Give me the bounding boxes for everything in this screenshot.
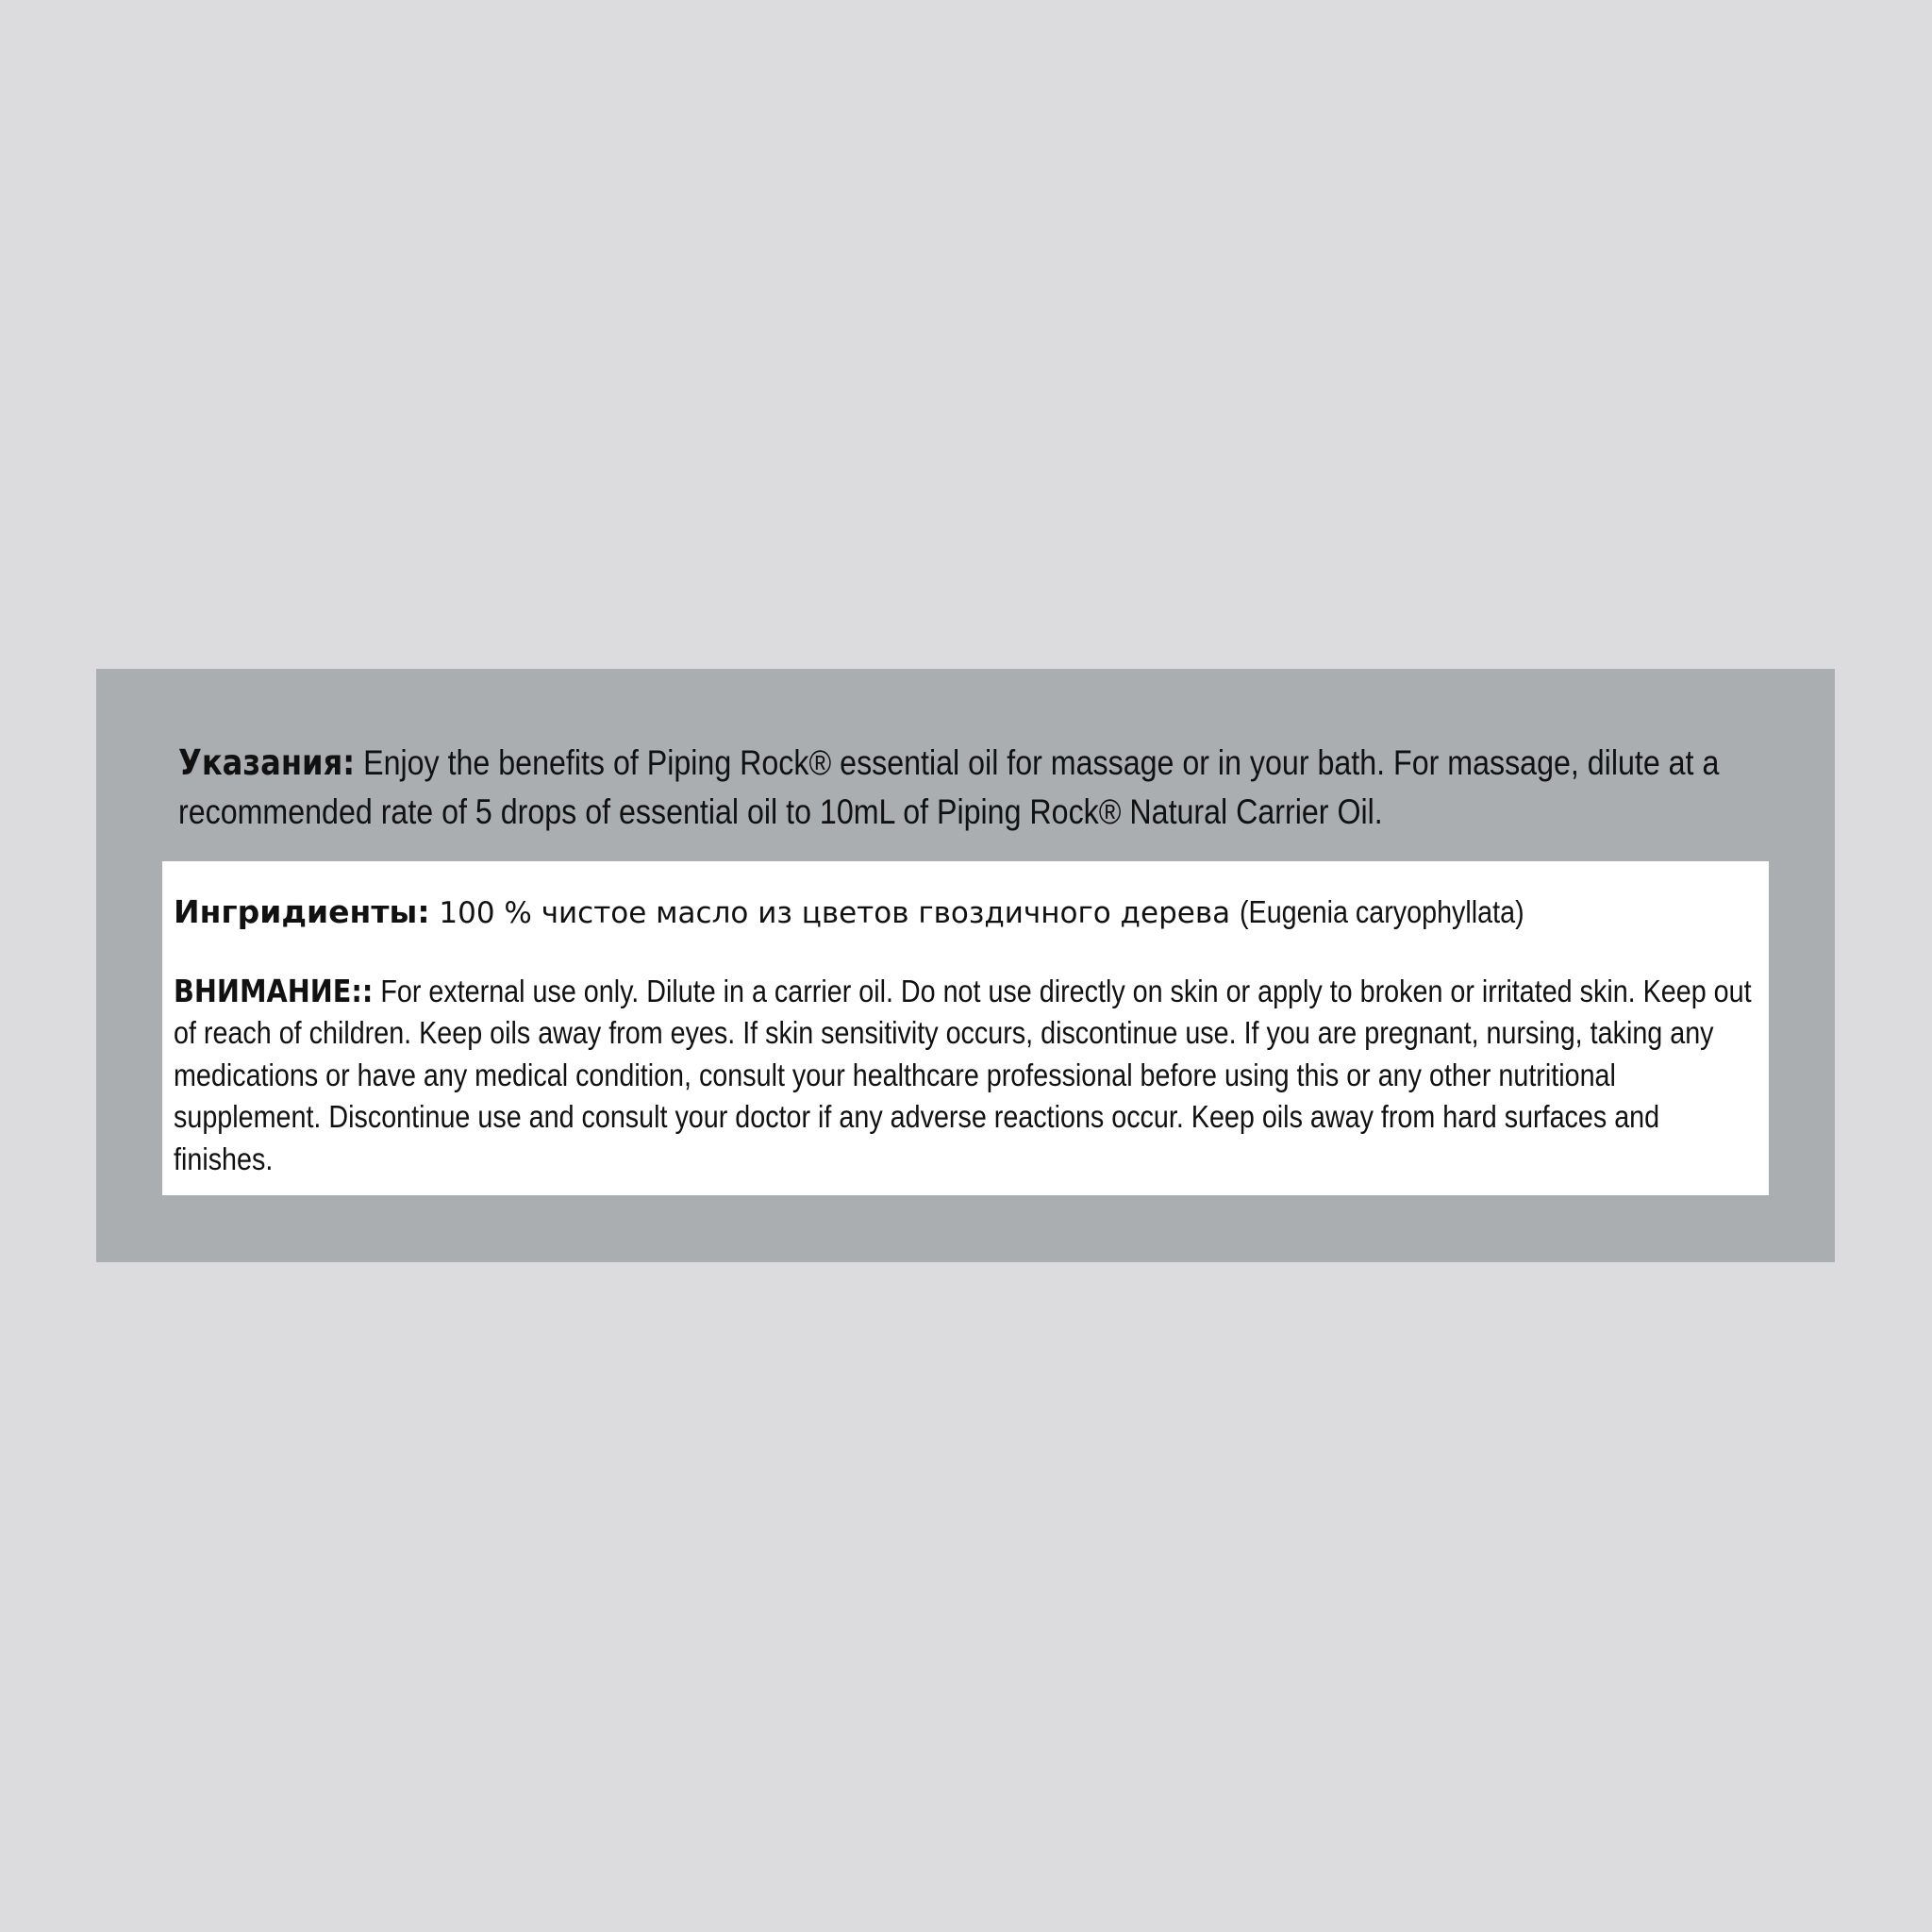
directions-heading: Указания: [178,742,356,783]
ingredients-latin-name: (Eugenia caryophyllata) [1239,894,1524,929]
ingredients-warning-box [162,861,1769,1195]
warning-heading: ВНИМАНИЕ:: [174,973,374,1009]
ingredients-heading: Ингридиенты: [174,893,430,930]
warning-paragraph [174,971,1757,1180]
directions-text: Enjoy the benefits of Piping Rock® essential oil for massage or in your bath. For massage, dilute at a recommended rate of 5 drops of essential oil to 10mL of Piping Rock® Natural Carrier Oil. [178,743,1720,831]
ingredients-text: 100 % чистое масло из цветов гвоздичного дерева [429,896,1240,930]
directions-paragraph [178,739,1762,837]
warning-text: For external use only. Dilute in a carrier oil. Do not use directly on skin or apply to broken or irritated skin. Keep out of reach of children. Keep oils away from eyes. If skin sensitivity occurs, discontinue use. If you are pregnant, nursing, taking any medications or have any medical condition, consult your healthcare professional before using this or any other nutritional supplement. Discontinue use and consult your doctor if any adverse reactions occur. Keep oils away from hard surfaces and finishes. [174,974,1752,1176]
ingredients-line [174,891,1567,934]
label-panel [96,669,1835,1262]
